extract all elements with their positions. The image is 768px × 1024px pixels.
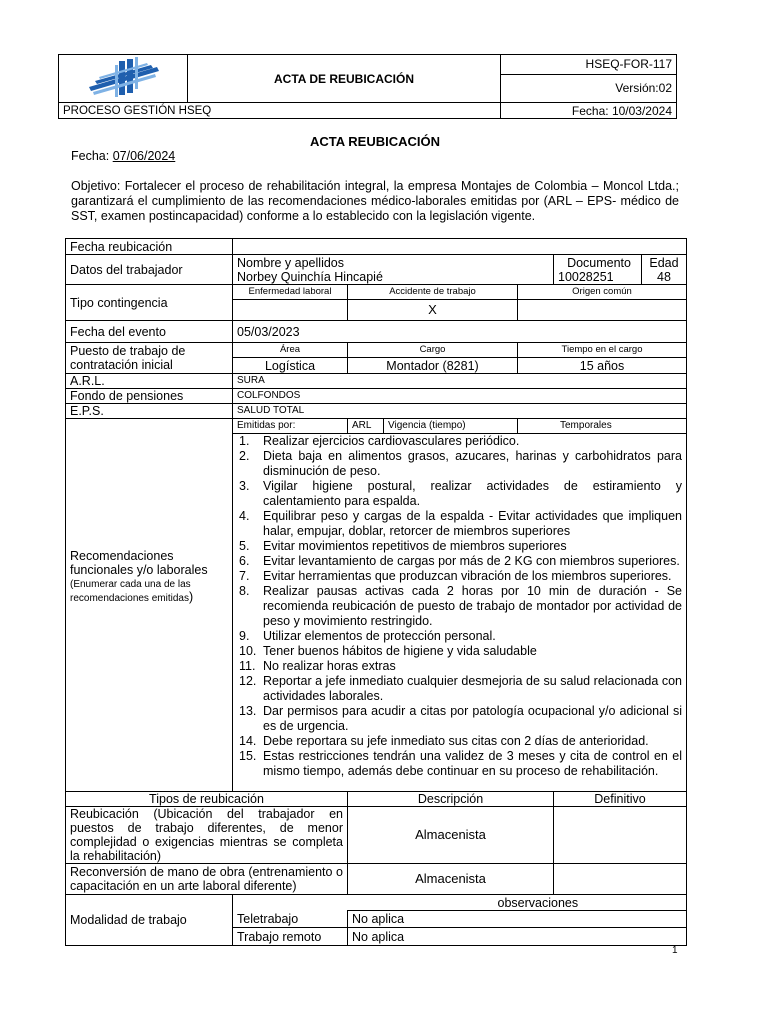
tipo-contingencia-label: Tipo contingencia (66, 285, 233, 321)
reubicacion-definitivo (554, 807, 687, 864)
recomendacion-item (239, 554, 682, 569)
enfermedad-label: Enfermedad laboral (233, 285, 348, 300)
area-label: Área (233, 343, 348, 358)
recomendacion-text: Utilizar elementos de protección personal. (263, 629, 496, 643)
recomendacion-item (239, 479, 682, 509)
process-name: PROCESO GESTIÓN HSEQ (59, 103, 501, 119)
remoto-label: Trabajo remoto (233, 928, 348, 946)
recomendacion-text: Vigilar higiene postural, realizar actividades de estiramiento y calentamiento para espalda. (263, 479, 682, 508)
recomendacion-item (239, 449, 682, 479)
observaciones-label: observaciones (348, 895, 687, 911)
origen-label: Origen común (518, 285, 687, 300)
recomendacion-item (239, 749, 682, 779)
tipos-reubicacion-label: Tipos de reubicación (66, 792, 348, 807)
form-date: Fecha: 10/03/2024 (500, 103, 676, 119)
recomendacion-text: Realizar pausas activas cada 2 horas por 10 min de duración - Se recomienda reubicación de puesto de trabajo de montador por actividad de peso y movimiento restringido. (263, 584, 682, 628)
document-title: ACTA REUBICACIÓN (310, 134, 440, 149)
fecha-evento-label: Fecha del evento (66, 321, 233, 343)
origen-value (518, 300, 687, 321)
recomendaciones-label: Recomendaciones funcionales y/o laborales (70, 549, 208, 577)
recomendacion-text: Dar permisos para acudir a citas por patología ocupacional y/o adicional si es de urgencia. (263, 704, 682, 733)
recomendacion-number: 10. (239, 644, 257, 658)
recomendacion-item (239, 734, 682, 749)
recomendacion-number: 3. (239, 479, 250, 493)
reconversion-definitivo (554, 864, 687, 895)
recomendacion-number: 2. (239, 449, 250, 463)
cargo-label: Cargo (348, 343, 518, 358)
recomendacion-text: Evitar levantamiento de cargas por más de 2 KG con miembros superiores. (263, 554, 680, 568)
recomendacion-number: 14. (239, 734, 257, 748)
nombre-label: Nombre y apellidos (237, 255, 344, 270)
logo-cell (59, 55, 188, 103)
company-logo-icon (59, 55, 182, 99)
form-version: Versión:02 (500, 74, 676, 102)
temporales-label: Temporales (518, 419, 687, 434)
recomendacion-text: Equilibrar peso y cargas de la espalda - Evitar actividades que impliquen halar, empujar, doblar, retorcer de miembros superiores (263, 509, 682, 538)
eps-label: E.P.S. (66, 404, 233, 419)
recomendaciones-sublabel: (Enumerar cada una de las recomendaciones emitidas (70, 579, 191, 604)
relocation-form-table (65, 238, 687, 946)
page-number: 1 (672, 945, 678, 956)
area-value: Logística (233, 358, 348, 374)
tiempo-label: Tiempo en el cargo (518, 343, 687, 358)
recomendacion-item (239, 704, 682, 734)
vigencia-label: Vigencia (tiempo) (384, 419, 518, 434)
date-value: 07/06/2024 (112, 149, 176, 163)
fecha-reubicacion-value (233, 239, 687, 255)
recomendacion-text: Evitar movimientos repetitivos de miembros superiores (263, 539, 567, 553)
recomendaciones-sublabel-close: ) (188, 590, 194, 604)
reubicacion-descripcion: Almacenista (348, 807, 554, 864)
arl-value: SURA (233, 374, 687, 389)
recomendacion-number: 12. (239, 674, 257, 688)
pensiones-value: COLFONDOS (233, 389, 687, 404)
date-label: Fecha: (71, 149, 110, 163)
recomendacion-number: 8. (239, 584, 250, 598)
recomendacion-item (239, 569, 682, 584)
recomendacion-number: 11. (239, 659, 256, 673)
teletrabajo-value: No aplica (348, 911, 687, 928)
recomendacion-text: Dieta baja en alimentos grasos, azucares, harinas y carbohidratos para disminución de peso. (263, 449, 682, 478)
recomendacion-text: Realizar ejercicios cardiovasculares periódico. (263, 434, 520, 448)
eps-value: SALUD TOTAL (233, 404, 687, 419)
recomendacion-number: 4. (239, 509, 250, 523)
recomendaciones-list-cell (233, 434, 687, 792)
tiempo-value: 15 años (518, 358, 687, 374)
reconversion-descripcion: Almacenista (348, 864, 554, 895)
accidente-label: Accidente de trabajo (348, 285, 518, 300)
emitidas-label: Emitidas por: (233, 419, 348, 434)
recomendacion-number: 13. (239, 704, 257, 718)
header-table (58, 54, 677, 119)
datos-trabajador-label: Datos del trabajador (66, 255, 233, 285)
recomendacion-text: No realizar horas extras (263, 659, 396, 673)
modalidad-label: Modalidad de trabajo (66, 895, 233, 946)
pensiones-label: Fondo de pensiones (66, 389, 233, 404)
edad-value: 48 (657, 269, 671, 284)
recomendacion-item (239, 434, 682, 449)
edad-label: Edad (649, 255, 679, 270)
fecha-reubicacion-label: Fecha reubicación (66, 239, 233, 255)
remoto-value: No aplica (348, 928, 687, 946)
recomendacion-item (239, 674, 682, 704)
reubicacion-label: Reubicación (Ubicación del trabajador en puestos de trabajo diferentes, de menor complejidad o exigencias mientras se completa la rehabilitación) (66, 807, 348, 864)
recomendacion-number: 9. (239, 629, 250, 643)
recomendacion-text: Tener buenos hábitos de higiene y vida saludable (263, 644, 537, 658)
reconversion-label: Reconversión de mano de obra (entrenamiento o capacitación en un arte laboral diferente) (66, 864, 348, 895)
documento-value: 10028251 (558, 269, 614, 284)
recomendacion-text: Reportar a jefe inmediato cualquier desmejoria de su salud relacionada con actividades laborales. (263, 674, 682, 703)
accidente-value: X (348, 300, 518, 321)
form-code: HSEQ-FOR-117 (500, 55, 676, 75)
recomendacion-number: 5. (239, 539, 250, 553)
recomendacion-text: Evitar herramientas que produzcan vibración de los miembros superiores. (263, 569, 672, 583)
recomendacion-text: Debe reportara su jefe inmediato sus citas con 2 días de anterioridad. (263, 734, 649, 748)
enfermedad-value (233, 300, 348, 321)
emitidas-arl: ARL (348, 419, 384, 434)
recomendacion-item (239, 659, 682, 674)
recomendaciones-label-cell (66, 419, 233, 792)
recomendacion-text: Estas restricciones tendrán una validez de 3 meses y cita de control en el mismo tiempo, además debe continuar en su proceso de rehabilitación. (263, 749, 682, 778)
form-title: ACTA DE REUBICACIÓN (188, 55, 500, 103)
recomendacion-item (239, 584, 682, 629)
recomendacion-item (239, 629, 682, 644)
recomendacion-number: 7. (239, 569, 250, 583)
recomendaciones-list (239, 434, 682, 779)
definitivo-label: Definitivo (554, 792, 687, 807)
recomendacion-item (239, 539, 682, 554)
documento-cell (554, 255, 642, 285)
recomendacion-number: 1. (239, 434, 250, 448)
nombre-cell (233, 255, 554, 285)
objective-paragraph: Objetivo: Fortalecer el proceso de rehabilitación integral, la empresa Montajes de Colombia – Moncol Ltda.; garantizará el cumplimiento de las recomendaciones médico-laborales emitidas por (ARL – EPS- médico de SST, examen postincapacidad) conforme a lo establecido con la legislación vigente. (71, 179, 679, 223)
fecha-evento-value: 05/03/2023 (233, 321, 687, 343)
puesto-label: Puesto de trabajo de contratación inicial (66, 343, 233, 374)
recomendacion-number: 15. (239, 749, 257, 763)
arl-label: A.R.L. (66, 374, 233, 389)
cargo-value: Montador (8281) (348, 358, 518, 374)
edad-cell (642, 255, 687, 285)
document-date (71, 149, 175, 163)
descripcion-label: Descripción (348, 792, 554, 807)
recomendacion-number: 6. (239, 554, 250, 568)
recomendacion-item (239, 644, 682, 659)
recomendacion-item (239, 509, 682, 539)
documento-label: Documento (567, 255, 631, 270)
nombre-value: Norbey Quinchía Hincapié (237, 269, 383, 284)
teletrabajo-label: Teletrabajo (233, 911, 348, 928)
